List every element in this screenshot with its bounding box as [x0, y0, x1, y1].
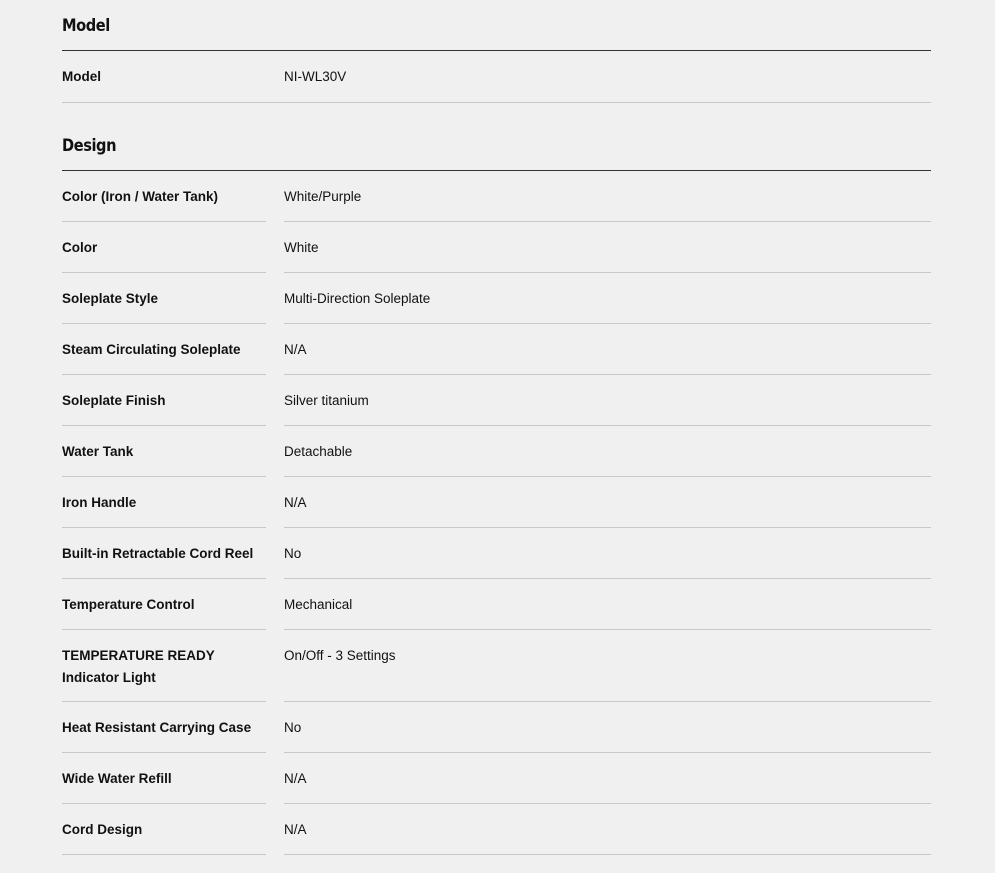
spec-value: On/Off - 3 Settings [284, 630, 931, 702]
spec-value: N/A [284, 804, 931, 855]
section-title: Design [62, 136, 117, 156]
spec-value: Multi-Direction Soleplate [284, 273, 931, 324]
spec-label: TEMPERATURE READY Indicator Light [62, 630, 266, 702]
spec-value: White [284, 222, 931, 273]
spec-value: No [284, 702, 931, 753]
spec-value: NI-WL30V [284, 69, 347, 84]
spec-row [62, 273, 931, 324]
spec-row [62, 171, 931, 222]
spec-row [62, 702, 931, 753]
spec-row-model [62, 51, 931, 103]
spec-row [62, 426, 931, 477]
section-header-design [62, 120, 931, 171]
spec-value: Detachable [284, 426, 931, 477]
spec-label: Color [62, 222, 266, 273]
spec-value: N/A [284, 324, 931, 375]
spec-value: Mechanical [284, 579, 931, 630]
spec-value: No [284, 528, 931, 579]
spec-label: Soleplate Style [62, 273, 266, 324]
spec-label: Temperature Control [62, 579, 266, 630]
spec-row [62, 222, 931, 273]
spec-value: Silver titanium [284, 375, 931, 426]
spec-row [62, 753, 931, 804]
spec-label: Built-in Retractable Cord Reel [62, 528, 266, 579]
spec-label: Iron Handle [62, 477, 266, 528]
spec-row [62, 528, 931, 579]
spec-label: Heat Resistant Carrying Case [62, 702, 266, 753]
spec-label: Soleplate Finish [62, 375, 266, 426]
spec-row [62, 375, 931, 426]
spec-label: Water Tank [62, 426, 266, 477]
section-header-model [62, 0, 931, 51]
spec-value: White/Purple [284, 171, 931, 222]
spec-label: Cord Design [62, 804, 266, 855]
spec-label: Model [62, 69, 101, 84]
spec-label: Wide Water Refill [62, 753, 266, 804]
spec-table [62, 0, 931, 855]
spec-value: N/A [284, 477, 931, 528]
spec-label: Color (Iron / Water Tank) [62, 171, 266, 222]
section-title: Model [62, 16, 110, 36]
spec-row [62, 324, 931, 375]
spec-row [62, 579, 931, 630]
spec-row [62, 477, 931, 528]
spec-row [62, 630, 931, 702]
spec-row [62, 804, 931, 855]
spec-label: Steam Circulating Soleplate [62, 324, 266, 375]
spec-value: N/A [284, 753, 931, 804]
